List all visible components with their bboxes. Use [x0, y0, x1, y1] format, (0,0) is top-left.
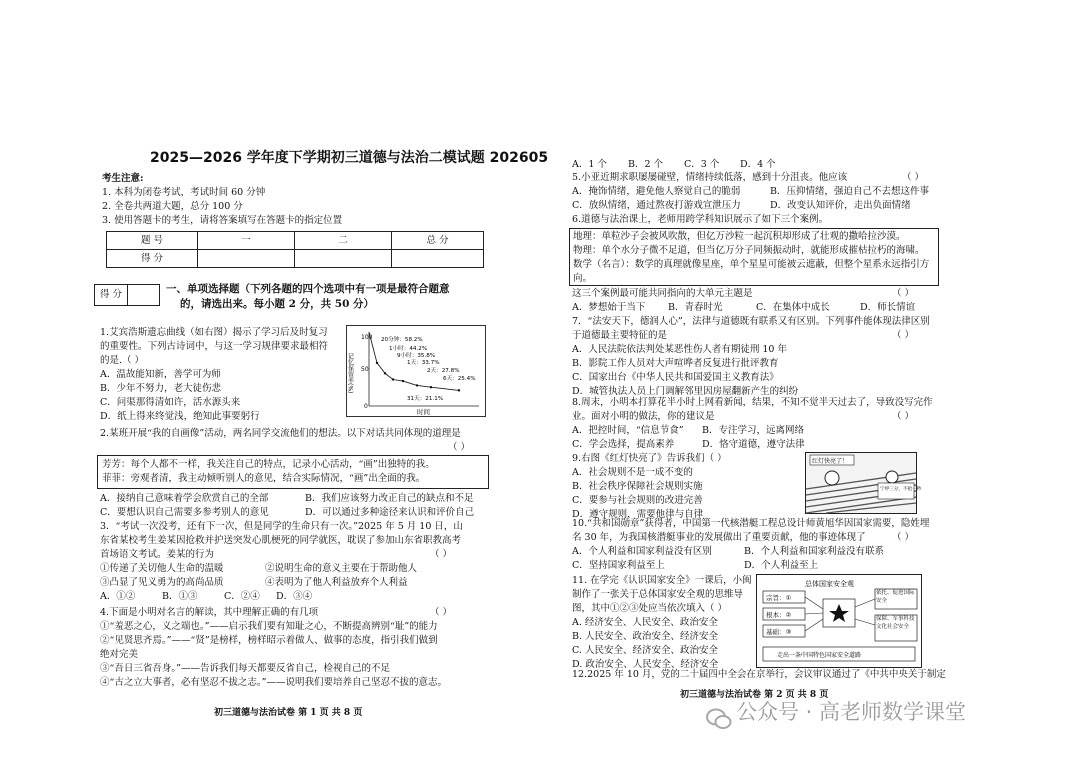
question-3 — [100, 520, 490, 604]
q10-option-a[interactable]: A．个人利益和国家利益没有区别 — [572, 546, 712, 557]
q10-option-b[interactable]: B．个人利益和国家利益没有联系 — [744, 546, 884, 557]
q9-cartoon — [805, 452, 922, 514]
q6-case-box — [569, 228, 939, 286]
q5-stem: 5.小亚近期求职屡屡碰壁，情绪持续低落，感到十分沮丧。他应该 — [572, 172, 848, 183]
q1-option-a[interactable]: A．温故能知新，善学可为师 — [100, 369, 221, 380]
mindmap-node: 保障、军事科技文化社会安全 — [876, 616, 915, 630]
mindmap-diagram — [757, 575, 921, 667]
q3-option-b[interactable]: B．①③ — [162, 591, 198, 602]
q7-option-b[interactable]: B．影院工作人员对大声喧哗者反复进行批评教育 — [572, 358, 779, 369]
q1-stem: 1.艾宾浩斯遗忘曲线（如右图）揭示了学习后及时复习 — [100, 327, 328, 338]
q11-option-c[interactable]: C. 人民安全、经济安全、政治安全 — [572, 645, 718, 656]
question-9 — [572, 452, 802, 522]
question-10 — [572, 517, 942, 573]
q2-stem: 2.某班开展“我的自画像”活动，两名同学交流他们的想法。以下对话共同体现的道理是 — [100, 428, 461, 439]
section-score-box — [94, 284, 160, 306]
q10-option-c[interactable]: C．坚持国家利益至上 — [572, 560, 665, 571]
chart-point — [384, 372, 386, 374]
q6-question — [572, 287, 942, 315]
q5-option-b[interactable]: B．压抑情绪，强迫自己不去想这件事 — [770, 186, 929, 197]
cartoon-speech: 红灯快亮了！ — [812, 458, 849, 465]
mindmap-title: 总体国家安全观 — [805, 580, 854, 588]
q4-item: ②“见贤思齐焉。”——“贤”是榜样，榜样昭示着做人、做事的态度，指引我们做到 — [100, 635, 438, 646]
score-header: 二 — [295, 232, 392, 250]
notice-item: 1. 本科为闭卷考试，考试时间 60 分钟 — [102, 187, 266, 198]
chart-data-label: 1小时：44.2% — [389, 346, 428, 352]
q4-item: ③“吾日三省吾身。”——告诉我们每天都要反省自己，检视自己的不足 — [100, 663, 390, 674]
chart-point — [392, 378, 394, 380]
q4-item: ④“古之立大事者，必有坚忍不拔之志。”——说明我们要培养自己坚忍不拔的意志。 — [100, 677, 447, 688]
q3-option-a[interactable]: A．①② — [100, 591, 136, 602]
cartoon-illustration-icon — [806, 453, 922, 513]
q3-option-d[interactable]: D．③④ — [276, 591, 313, 602]
q5-option-c[interactable]: C．放纵情绪，通过熬夜打游戏宣泄压力 — [572, 200, 741, 211]
q5-option-a[interactable]: A．掩饰情绪，避免他人察觉自己的脆弱 — [572, 186, 741, 197]
q8-stem: 8.周末，小明本打算花半小时上网看新闻，结果，不知不觉半天过去了，导致没写完作 — [572, 397, 933, 408]
chart-data-label: 9小时：35.8% — [397, 353, 436, 359]
q6-case-line: 地理：单粒沙子会被风吹散，但亿万沙粒一起沉积却形成了壮观的撒哈拉沙漠。 — [573, 231, 906, 242]
q9-stem: 9.右图《红灯快亮了》告诉我们（ ） — [572, 453, 727, 464]
watermark-text: 公众号 · 高老师数学课堂 — [736, 700, 967, 724]
question-11 — [572, 574, 762, 672]
q3-stem: 东省某校考生姜某因抢救并护送突发心肌梗死的同学就医，耽误了参加山东省职教高考 — [100, 535, 462, 546]
q6-option-c[interactable]: C．在集体中成长 — [756, 302, 830, 313]
q6-option-d[interactable]: D．师长情谊 — [860, 302, 916, 313]
question-7 — [572, 315, 942, 399]
q11-option-a[interactable]: A. 经济安全、人民安全、政治安全 — [572, 617, 718, 628]
chart-data-label: 2天：27.8% — [427, 368, 460, 374]
exam-title: 2025—2026 学年度下学期初三道德与法治二模试题 202605 — [150, 150, 549, 166]
q4-item: 绝对完美 — [100, 649, 139, 660]
section1-line: 一、单项选择题（下列各题的四个选项中有一项是最符合题意 — [166, 283, 450, 295]
q5-answer-paren[interactable]: （ ） — [902, 172, 925, 183]
notice-block — [102, 172, 522, 228]
q6-stem: 6.道德与法治课上，老师用跨学科知识展示了如下三个案例。 — [572, 214, 829, 225]
chart-point — [376, 362, 378, 364]
mindmap-node: 根本：② — [766, 611, 792, 619]
q4-option-b[interactable]: B．2 个 — [628, 159, 664, 170]
chart-data-label: 31天：21.1% — [407, 396, 444, 402]
q8-answer-paren[interactable]: （ ） — [892, 411, 915, 422]
chart-ytick: 50 — [361, 366, 369, 373]
score-cell[interactable] — [198, 250, 295, 268]
question-5 — [572, 171, 942, 227]
q2-dialog-line: 菲菲：旁观者清，我主动倾听别人的意见，结合实际情况，“画”出全面的我。 — [102, 473, 426, 484]
page-footer-left: 初三道德与法治试卷 第 1 页 共 8 页 — [214, 708, 363, 718]
score-header: 题 号 — [107, 232, 198, 250]
q11-option-b[interactable]: B. 人民安全、政治安全、经济安全 — [572, 631, 719, 642]
q6-option-a[interactable]: A．梦想始于当下 — [572, 302, 646, 313]
section1-line: 的，请选出来。每小题 2 分，共 50 分） — [180, 298, 375, 310]
q11-option-d[interactable]: D. 政治安全、人民安全、经济安全 — [572, 659, 719, 670]
q3-statement: ①传递了关切他人生命的温暖 — [100, 563, 224, 574]
q1-option-d[interactable]: D．纸上得来终觉浅，绝知此事要躬行 — [100, 411, 260, 422]
q11-stem: 制作了一张关于总体国家安全观的思维导 — [572, 589, 744, 600]
q10-option-d[interactable]: D．个人利益至上 — [744, 560, 819, 571]
q6-case-line: 数学（名言）：数学的真理就像星座，单个星星可能被云遮蔽，但整个星系永远指引方 — [573, 259, 930, 270]
q2-dialog-line: 芳芳：每个人都不一样，我关注自己的特点，记录小心活动，“画”出独特的我。 — [102, 459, 435, 470]
mindmap-node: 依托、促进国际安全 — [876, 590, 915, 604]
q2-answer-paren[interactable]: （ ） — [447, 442, 470, 453]
chart-xlabel: 时间 — [417, 408, 430, 416]
q3-statement: ③凸显了见义勇为的高尚品质 — [100, 577, 224, 588]
q4-stem: 4.下面是小明对名言的解读，其中理解正确的有几项 — [100, 607, 319, 618]
q3-option-c[interactable]: C．②④ — [224, 591, 260, 602]
star-icon — [829, 604, 849, 622]
q6-option-b[interactable]: B．青春时光 — [668, 302, 723, 313]
q7-stem: 于道德最主要特征的是 — [572, 330, 668, 341]
forgetting-curve-chart — [346, 325, 486, 417]
q2-options — [100, 492, 490, 520]
q4-item: ①“羞恶之心，义之端也。”——启示我们要有知耻之心，不断提高辨别“耻”的能力 — [100, 621, 438, 632]
q1-option-b[interactable]: B．少年不努力，老大徒伤悲 — [100, 383, 221, 394]
chart-data-label: 20分钟：58.2% — [381, 337, 423, 343]
q12-stem: 12.2025 年 10 月，党的二十届四中全会在京举行，会议审议通过了《中共中央关于制定 — [572, 669, 946, 680]
q9-option-d[interactable]: D．遵守规则，需要他律与自律 — [572, 509, 704, 520]
notice-heading: 考生注意: — [102, 173, 144, 184]
q1-option-c[interactable]: C．问渠那得清如许，活水源头来 — [100, 397, 241, 408]
q11-mindmap — [756, 574, 922, 668]
q5-option-d[interactable]: D．改变认知评价，走出负面情绪 — [770, 200, 911, 211]
chart-point — [430, 386, 432, 388]
mindmap-node: 基础：③ — [766, 628, 792, 636]
q2-option-a[interactable]: A．接纳自己意味着学会欣赏自己的全部 — [100, 493, 269, 504]
q2-option-d[interactable]: D．可以通过多种途径来认识和评价自己 — [305, 507, 475, 518]
q3-statement: ②说明生命的意义主要在于帮助他人 — [265, 563, 418, 574]
q4-option-d[interactable]: D．4 个 — [740, 159, 776, 170]
section-score-label: 得 分 — [95, 285, 128, 305]
q9-option-a[interactable]: A．社会规则不是一成不变的 — [572, 467, 693, 478]
question-2 — [100, 427, 490, 455]
mindmap-node: 宗旨：① — [766, 594, 792, 602]
q1-stem: 的重要性。下列古诗词中，与这一学习规律要求最相符 — [100, 341, 329, 352]
q11-stem: 图，其中①②③处应当依次填入（ ） — [572, 603, 728, 614]
question-1 — [100, 326, 350, 424]
q7-option-d[interactable]: D．城管执法人员上门调解邻里因房屋翻新产生的纠纷 — [572, 386, 799, 397]
question-8 — [572, 396, 942, 452]
q10-stem: 名 30 年，为我国核潜艇事业的发展做出了重要贡献，他的事迹体现了 — [572, 532, 866, 543]
chart-ytick: 0 — [364, 403, 368, 410]
question-4 — [100, 606, 492, 690]
q8-option-c[interactable]: C．学会选择，提高素养 — [572, 439, 675, 450]
q9-option-c[interactable]: C．要参与社会规则的改进完善 — [572, 495, 703, 506]
q8-option-a[interactable]: A．把控时间，“信息节食” — [572, 425, 684, 436]
notice-item: 2. 全卷共两道大题，总分 100 分 — [102, 201, 243, 212]
score-cell[interactable] — [392, 250, 484, 268]
q6-answer-paren[interactable]: （ ） — [892, 288, 915, 299]
q4-option-c[interactable]: C．3 个 — [684, 159, 720, 170]
page-footer-right: 初三道德与法治试卷 第 2 页 共 8 页 — [680, 690, 829, 700]
q6-case-line: 物理：单个水分子微不足道，但当亿万分子同频振动时，就能形成摧枯拉朽的海啸。 — [573, 245, 925, 256]
q7-stem: 7．“法安天下，德润人心”，法律与道德既有联系又有区别。下列事件能体现法律区别 — [572, 316, 930, 327]
q1-stem: 的是.（ ） — [100, 355, 145, 366]
mindmap-bottom: 走出一条中国特色国家安全道路 — [777, 652, 862, 659]
chart-point — [416, 384, 418, 386]
q7-answer-paren[interactable]: （ ） — [892, 330, 915, 341]
wechat-icon — [706, 707, 732, 731]
q9-option-b[interactable]: B．社会秩序保障社会规则实施 — [572, 481, 703, 492]
chart-ytick: 100 — [361, 334, 373, 341]
q6-case-line: 向。 — [573, 273, 593, 284]
chart-data-label: 6天：25.4% — [443, 376, 476, 382]
q10-stem: 10.“共和国勋章”获得者，中国第一代核潜艇工程总设计师黄旭华因国家需要，隐姓埋 — [572, 518, 930, 529]
q3-statement: ④表明为了他人利益放弃个人利益 — [265, 577, 408, 588]
q8-option-d[interactable]: D．恪守道德，遵守法律 — [702, 439, 805, 450]
score-cell[interactable] — [295, 250, 392, 268]
q4-answer-paren[interactable]: （ ） — [430, 607, 453, 618]
score-header: 总 分 — [392, 232, 484, 250]
cartoon-speech: 宁停三分，不抢一秒 — [880, 487, 922, 492]
chart-point — [458, 389, 460, 391]
notice-item: 3. 使用答题卡的考生，请将答案填写在答题卡的指定位置 — [102, 215, 343, 226]
score-header: 一 — [198, 232, 295, 250]
q4-option-a[interactable]: A．1 个 — [572, 159, 607, 170]
chart-ylabel: 记忆保留率(%) — [346, 353, 354, 394]
question-12 — [572, 668, 952, 682]
q11-stem: 11. 在学完《认识国家安全》一课后，小闽 — [572, 575, 752, 586]
q2-option-b[interactable]: B．我们应该努力改正自己的缺点和不足 — [305, 493, 474, 504]
q7-option-a[interactable]: A．人民法院依法判处某恶性伤人者有期徒刑 10 年 — [572, 344, 787, 355]
q8-option-b[interactable]: B．专注学习，远离网络 — [702, 425, 804, 436]
score-table — [106, 231, 484, 268]
q2-dialog-box — [97, 455, 489, 489]
q8-stem: 业。面对小明的做法，你的建议是 — [572, 411, 715, 422]
chart-point — [402, 380, 404, 382]
forgetting-curve-svg — [347, 326, 485, 416]
q3-stem: 3．“考试一次没考，还有下一次，但是同学的生命只有一次。”2025 年 5 月 10 日，山 — [100, 521, 463, 532]
chart-data-label: 1天：33.7% — [407, 360, 440, 366]
q2-option-c[interactable]: C．要想认识自己需要多参考别人的意见 — [100, 507, 269, 518]
section1-heading — [166, 282, 496, 312]
q3-answer-paren[interactable]: （ ） — [430, 549, 453, 560]
q10-answer-paren[interactable]: （ ） — [892, 532, 915, 543]
q6-stem: 这三个案例最可能共同指向的大单元主题是 — [572, 288, 753, 299]
q4-options — [572, 158, 942, 172]
score-row-label: 得 分 — [107, 250, 198, 268]
q3-stem: 首场语文考试。姜某的行为 — [100, 549, 215, 560]
q7-option-c[interactable]: C．国家出台《中华人民共和国爱国主义教育法》 — [572, 372, 779, 383]
